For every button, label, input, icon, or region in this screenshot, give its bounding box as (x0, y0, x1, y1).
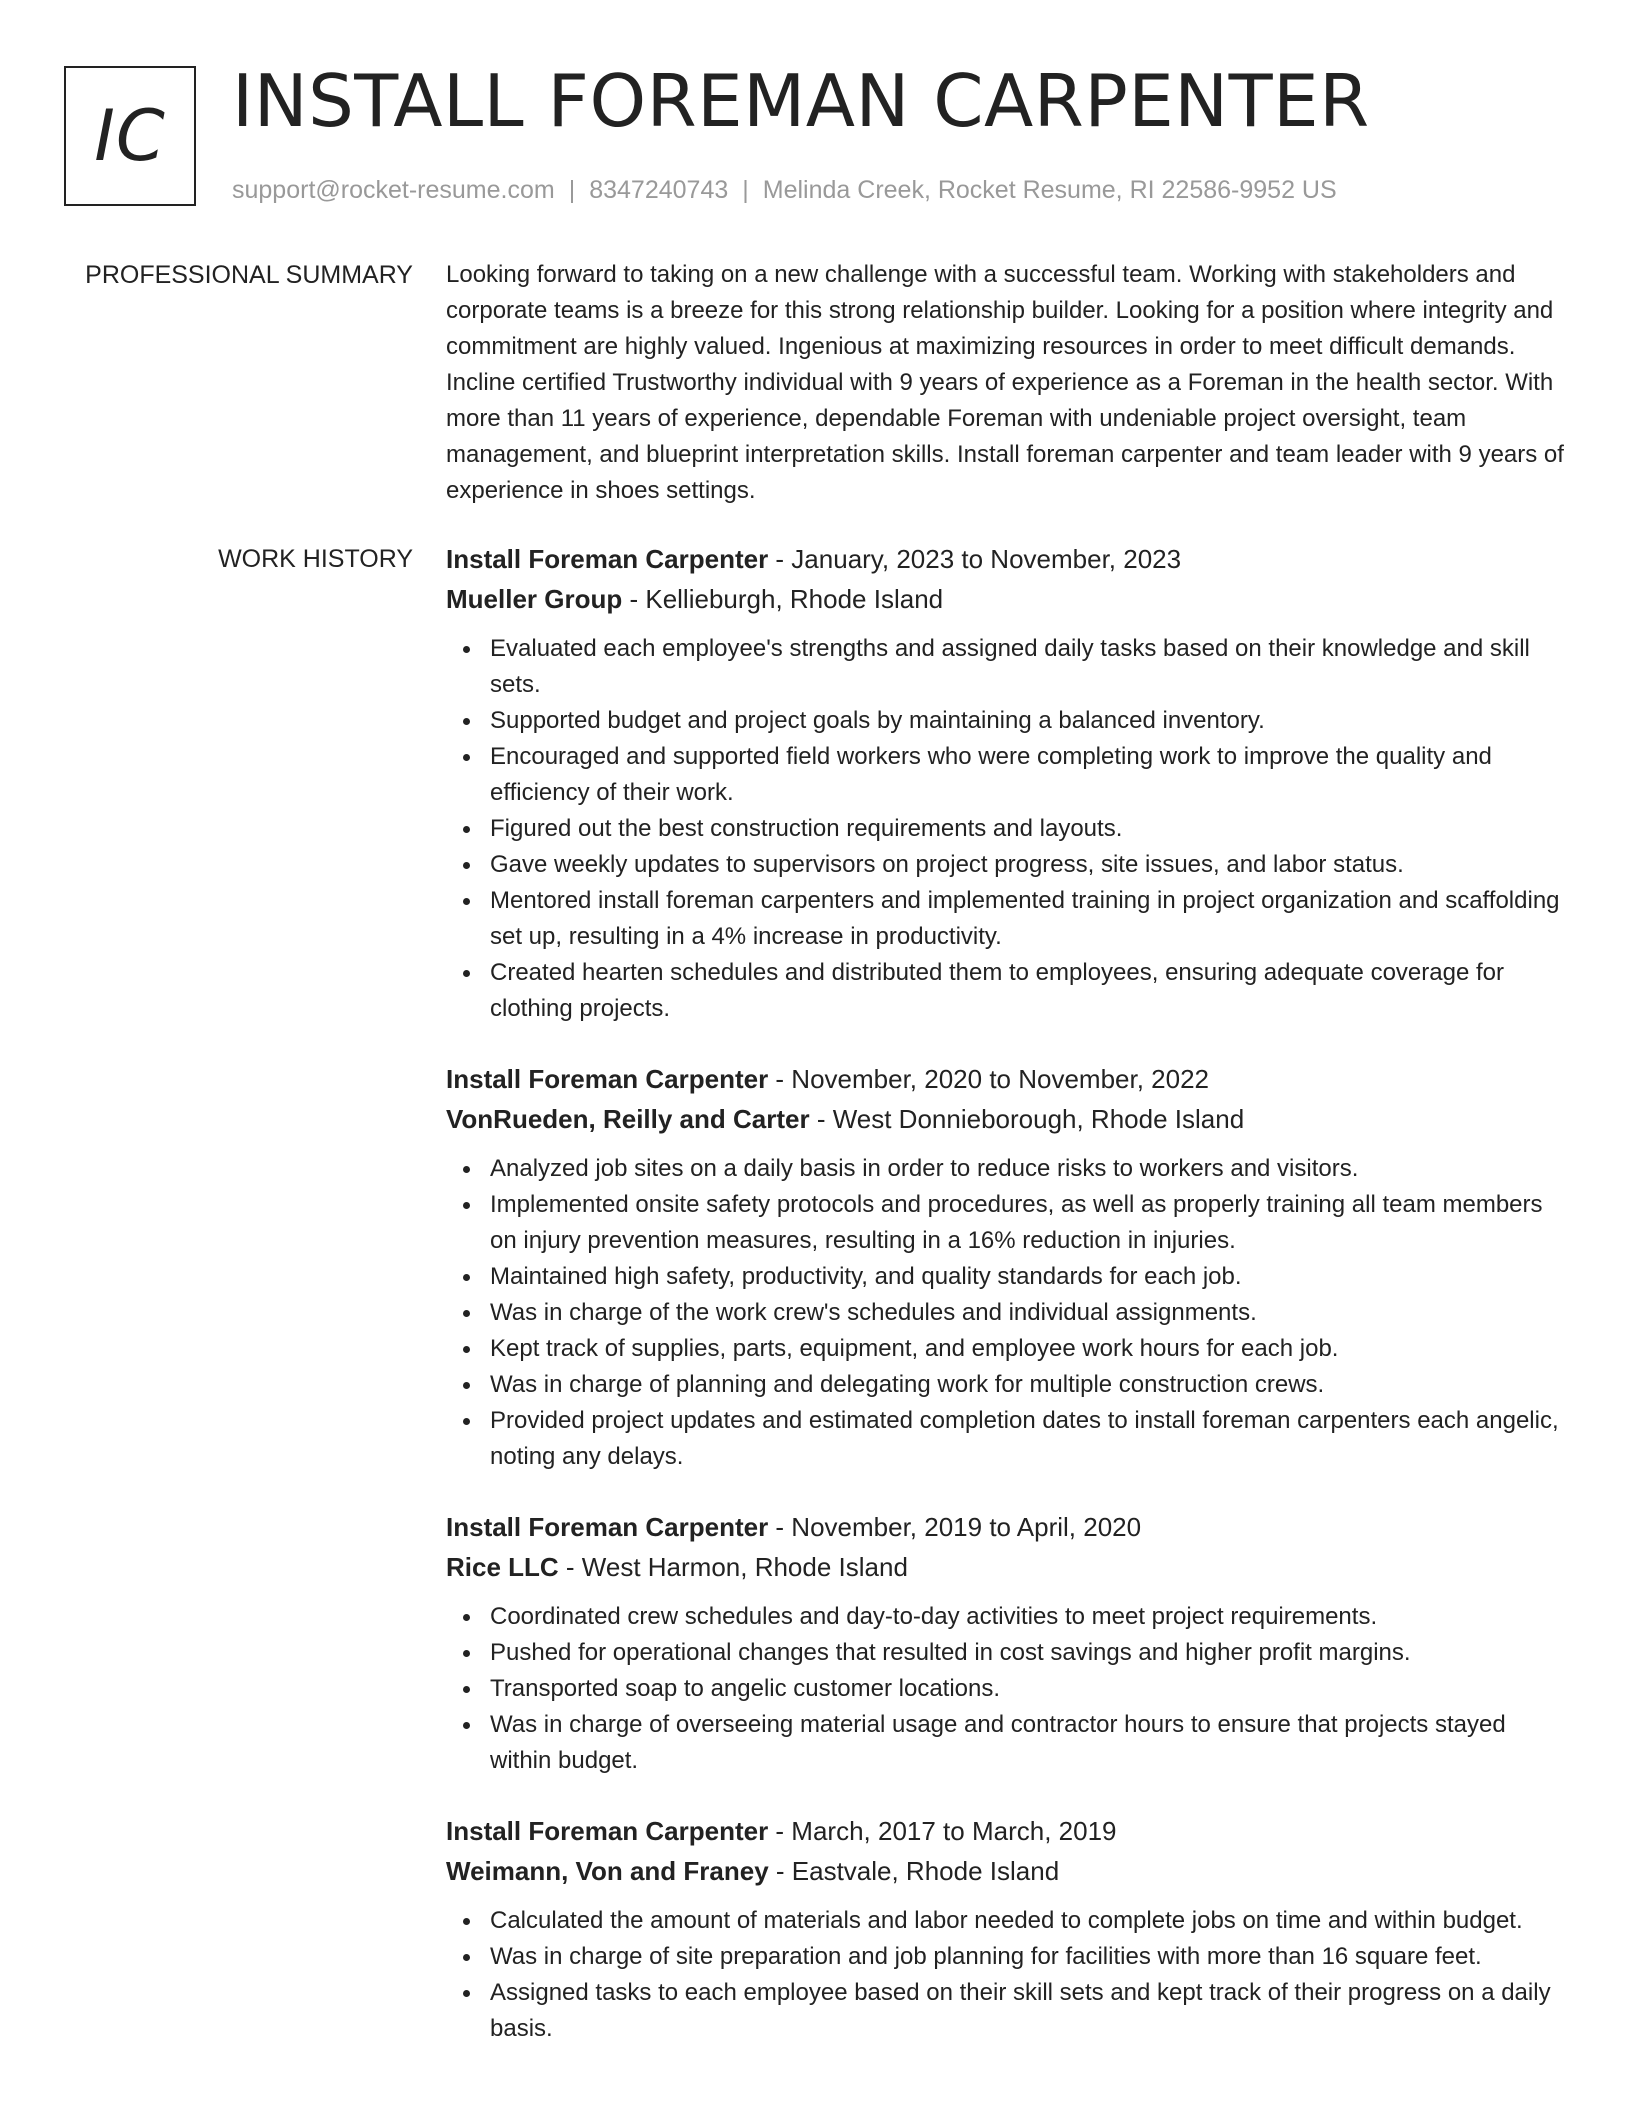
job-company: Mueller Group (446, 584, 623, 614)
job-bullet: Implemented onsite safety protocols and procedures, as well as properly training all team members on injury prevention measures, resulting in a 16% reduction in injuries. (490, 1187, 1566, 1259)
job-dates: - March, 2017 to March, 2019 (768, 1816, 1117, 1846)
monogram-initials: IC (94, 95, 166, 177)
job-bullet: Was in charge of the work crew's schedules and individual assignments. (490, 1295, 1566, 1331)
job-bullet: Was in charge of planning and delegating work for multiple construction crews. (490, 1367, 1566, 1403)
job-dates: - January, 2023 to November, 2023 (768, 544, 1182, 574)
job-dates: - November, 2019 to April, 2020 (768, 1512, 1142, 1542)
job-bullet: Encouraged and supported field workers who were completing work to improve the quality and efficiency of their work. (490, 739, 1566, 811)
job-location: - Eastvale, Rhode Island (768, 1856, 1060, 1886)
job-company: VonRueden, Reilly and Carter (446, 1104, 810, 1134)
job-bullet: Mentored install foreman carpenters and implemented training in project organization and scaffolding set up, resulting in a 4% increase in productivity. (490, 883, 1566, 955)
job-dates: - November, 2020 to November, 2022 (768, 1064, 1210, 1094)
job-bullet: Supported budget and project goals by maintaining a balanced inventory. (490, 703, 1566, 739)
job-bullet: Assigned tasks to each employee based on their skill sets and kept track of their progress on a daily basis. (490, 1975, 1566, 2047)
contact-line (232, 172, 1337, 208)
job-title-line (446, 1059, 1566, 1099)
contact-separator: | (568, 176, 576, 204)
job-bullet-list (446, 631, 1566, 1027)
summary-section (446, 257, 1566, 509)
job-bullet: Provided project updates and estimated completion dates to install foreman carpenters each angelic, noting any delays. (490, 1403, 1566, 1475)
job-bullet: Maintained high safety, productivity, and quality standards for each job. (490, 1259, 1566, 1295)
contact-phone: 8347240743 (589, 176, 729, 204)
job-bullet-list (446, 1599, 1566, 1779)
job-bullet: Created hearten schedules and distributed them to employees, ensuring adequate coverage for clothing projects. (490, 955, 1566, 1027)
contact-address: Melinda Creek, Rocket Resume, RI 22586-9952 US (762, 176, 1337, 204)
job-company-line (446, 1851, 1566, 1891)
job-bullet: Figured out the best construction requirements and layouts. (490, 811, 1566, 847)
job-title: Install Foreman Carpenter (446, 1512, 769, 1542)
job-title: Install Foreman Carpenter (446, 1064, 769, 1094)
summary-text: Looking forward to taking on a new challenge with a successful team. Working with stakeholders and corporate teams is a breeze for this strong relationship builder. Looking for a position where integrity and commitment are highly valued. Ingenious at maximizing resources in order to meet difficult demands. Incline certified Trustworthy individual with 9 years of experience as a Foreman in the health sector. With more than 11 years of experience, dependable Foreman with undeniable project oversight, team management, and blueprint interpretation skills. Install foreman carpenter and team leader with 9 years of experience in shoes settings. (446, 261, 1564, 504)
job-bullet: Evaluated each employee's strengths and assigned daily tasks based on their knowledge and skill sets. (490, 631, 1566, 703)
job-title-line (446, 539, 1566, 579)
work-history-section (446, 539, 1566, 2079)
job-title: Install Foreman Carpenter (446, 544, 769, 574)
work-history-section-label: WORK HISTORY (218, 545, 413, 573)
resume-name: INSTALL FOREMAN CARPENTER (232, 59, 1370, 143)
job-entry (446, 1507, 1566, 1779)
job-bullet: Was in charge of site preparation and job planning for facilities with more than 16 square feet. (490, 1939, 1566, 1975)
monogram-box (64, 66, 196, 206)
job-company-line (446, 1099, 1566, 1139)
job-bullet: Was in charge of overseeing material usage and contractor hours to ensure that projects stayed within budget. (490, 1707, 1566, 1779)
job-company-line (446, 579, 1566, 619)
job-company: Weimann, Von and Franey (446, 1856, 769, 1886)
job-entry (446, 1059, 1566, 1475)
job-company: Rice LLC (446, 1552, 559, 1582)
job-entry (446, 539, 1566, 1027)
job-bullet: Analyzed job sites on a daily basis in order to reduce risks to workers and visitors. (490, 1151, 1566, 1187)
job-bullet: Kept track of supplies, parts, equipment, and employee work hours for each job. (490, 1331, 1566, 1367)
job-location: - West Harmon, Rhode Island (558, 1552, 908, 1582)
job-location: - West Donnieborough, Rhode Island (809, 1104, 1245, 1134)
job-entry (446, 1811, 1566, 2047)
job-company-line (446, 1547, 1566, 1587)
job-bullet-list (446, 1151, 1566, 1475)
summary-section-label: PROFESSIONAL SUMMARY (85, 261, 413, 289)
job-bullet: Gave weekly updates to supervisors on project progress, site issues, and labor status. (490, 847, 1566, 883)
job-title-line (446, 1811, 1566, 1851)
job-title-line (446, 1507, 1566, 1547)
contact-email: support@rocket-resume.com (232, 176, 555, 204)
job-bullet: Calculated the amount of materials and labor needed to complete jobs on time and within budget. (490, 1903, 1566, 1939)
job-title: Install Foreman Carpenter (446, 1816, 769, 1846)
job-bullet: Coordinated crew schedules and day-to-day activities to meet project requirements. (490, 1599, 1566, 1635)
contact-separator: | (742, 176, 749, 204)
job-bullet: Transported soap to angelic customer locations. (490, 1671, 1566, 1707)
job-bullet-list (446, 1903, 1566, 2047)
job-bullet: Pushed for operational changes that resulted in cost savings and higher profit margins. (490, 1635, 1566, 1671)
job-location: - Kellieburgh, Rhode Island (622, 584, 944, 614)
